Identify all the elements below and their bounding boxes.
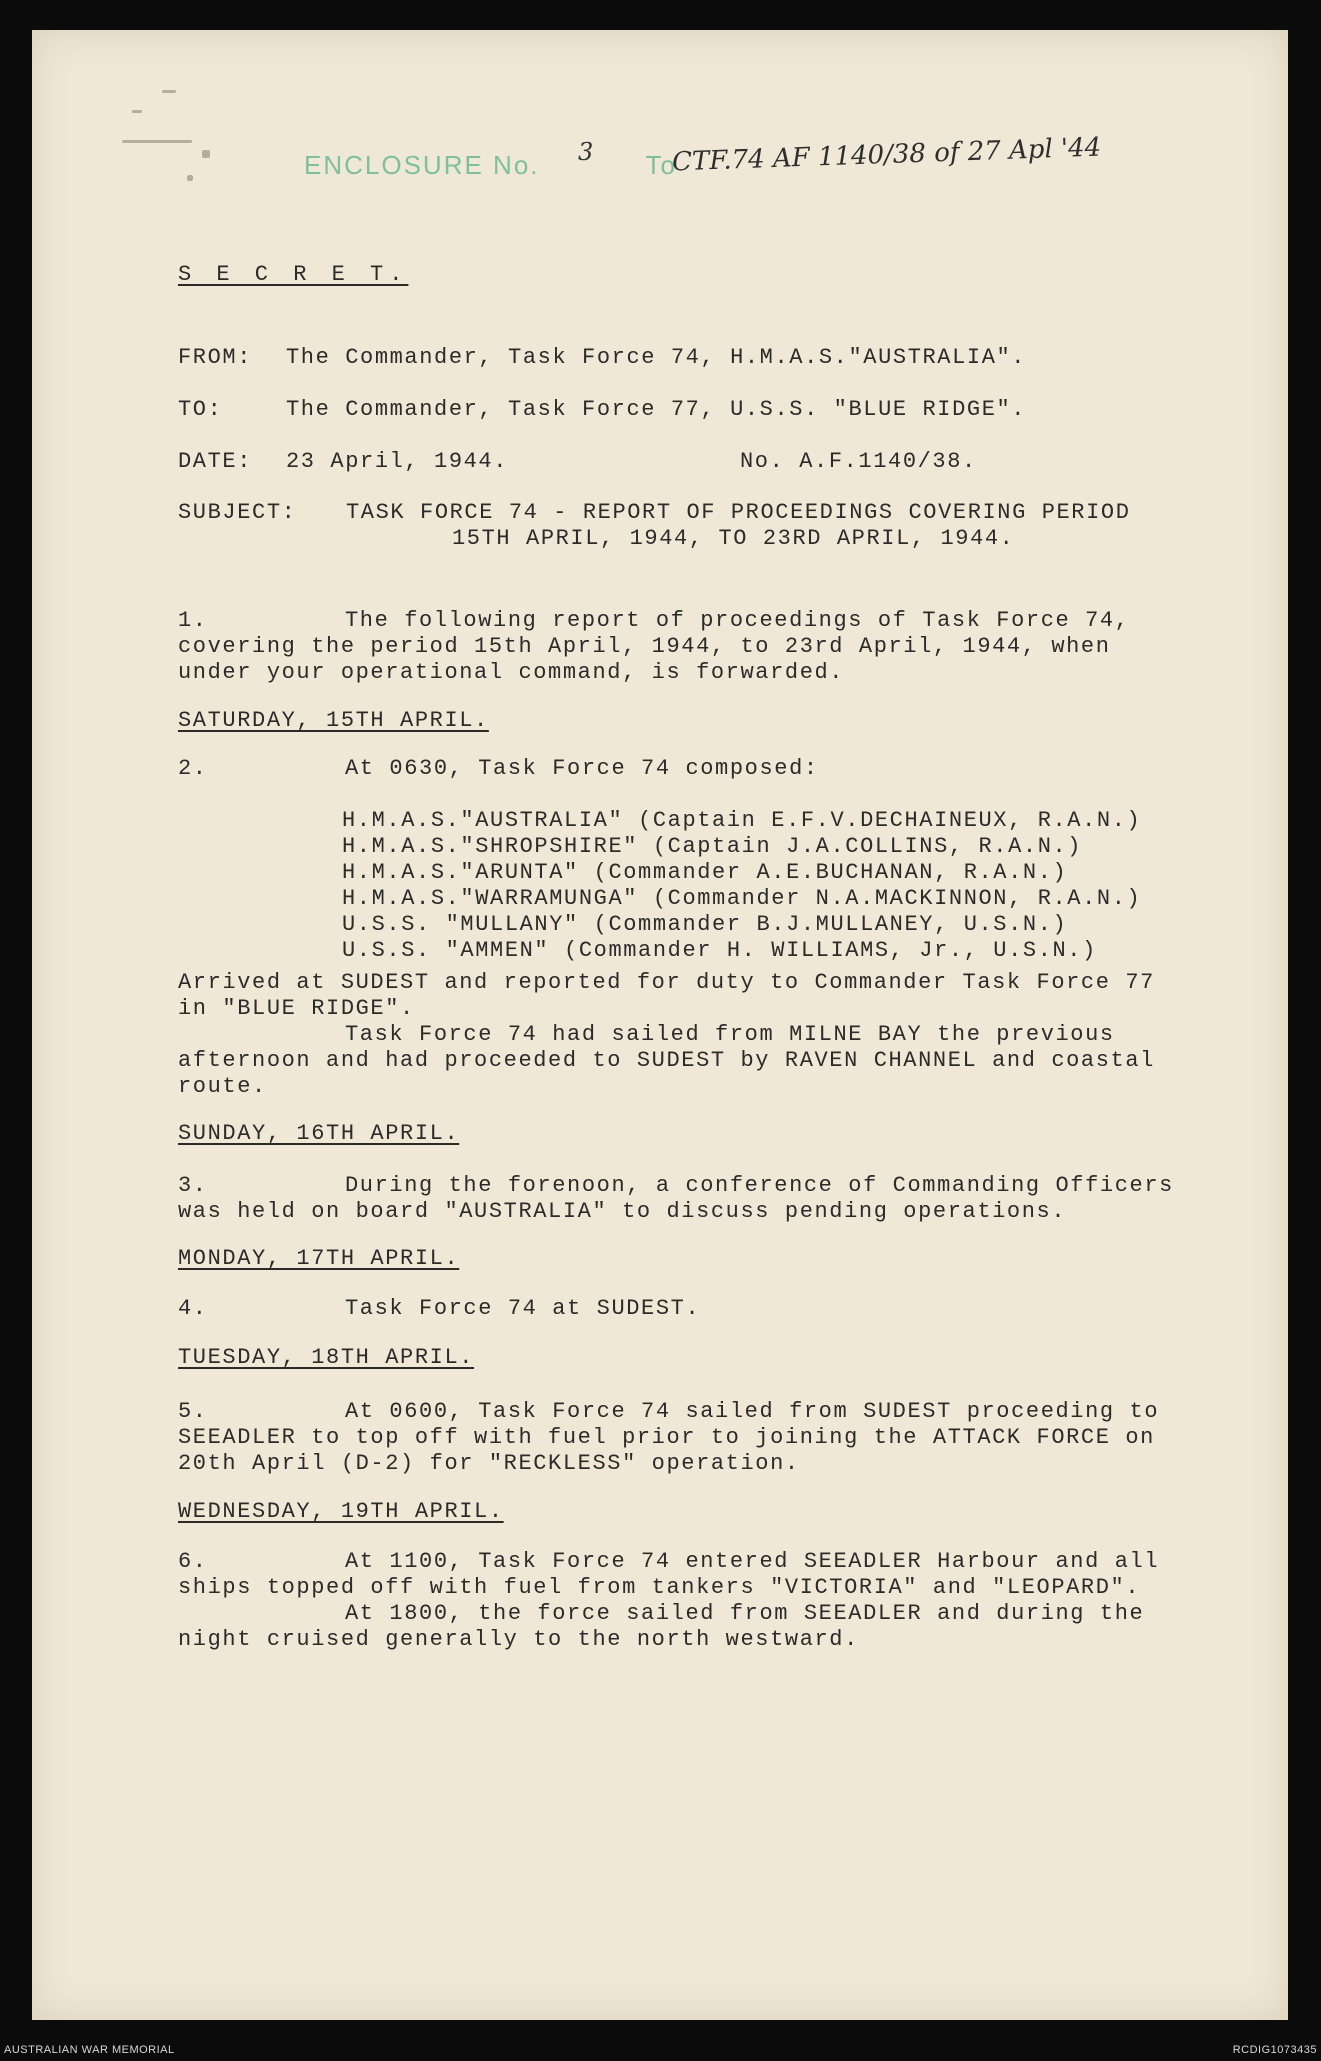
from-value: The Commander, Task Force 74, H.M.A.S."AUSTRALIA". xyxy=(286,345,1027,370)
ship-line: H.M.A.S."AUSTRALIA" (Captain E.F.V.DECHAINEUX, R.A.N.) xyxy=(342,808,1142,833)
paragraph-2c-line: afternoon and had proceeded to SUDEST by RAVEN CHANNEL and coastal xyxy=(178,1048,1155,1073)
stamp-label: ENCLOSURE No. xyxy=(304,150,540,180)
paragraph-4-number: 4. xyxy=(178,1296,208,1321)
paragraph-6-line: ships topped off with fuel from tankers "VICTORIA" and "LEOPARD". xyxy=(178,1575,1141,1600)
paragraph-5-number: 5. xyxy=(178,1399,208,1424)
paragraph-2-number: 2. xyxy=(178,756,208,781)
stamp-reference: CTF.74 AF 1140/38 of 27 Apl '44 xyxy=(671,132,1102,178)
paragraph-2b-line: Arrived at SUDEST and reported for duty to Commander Task Force 77 xyxy=(178,970,1155,995)
footer-id: RCDIG1073435 xyxy=(1232,2044,1317,2056)
ship-line: H.M.A.S."ARUNTA" (Commander A.E.BUCHANAN, R.A.N.) xyxy=(342,860,1068,885)
paragraph-5-line: SEEADLER to top off with fuel prior to joining the ATTACK FORCE on xyxy=(178,1425,1155,1450)
paragraph-6b-line: At 1800, the force sailed from SEEADLER and during the xyxy=(345,1601,1145,1626)
paragraph-4-line: Task Force 74 at SUDEST. xyxy=(345,1296,701,1321)
ship-line: H.M.A.S."WARRAMUNGA" (Commander N.A.MACKINNON, R.A.N.) xyxy=(342,886,1142,911)
from-label: FROM: xyxy=(178,345,253,370)
paragraph-2-line: At 0630, Task Force 74 composed: xyxy=(345,756,819,781)
to-label: TO: xyxy=(178,397,223,422)
paragraph-2c-line: route. xyxy=(178,1074,267,1099)
document-number: No. A.F.1140/38. xyxy=(740,449,977,474)
paragraph-1-line: under your operational command, is forwarded. xyxy=(178,660,845,685)
paragraph-6-number: 6. xyxy=(178,1549,208,1574)
paragraph-5-line: 20th April (D-2) for "RECKLESS" operation. xyxy=(178,1451,800,1476)
stamp-number: 3 xyxy=(578,138,594,166)
paragraph-5-line: At 0600, Task Force 74 sailed from SUDEST proceeding to xyxy=(345,1399,1160,1424)
date-heading: TUESDAY, 18TH APRIL. xyxy=(178,1345,475,1370)
paragraph-1-line: covering the period 15th April, 1944, to 23rd April, 1944, when xyxy=(178,634,1111,659)
subject-line-1: TASK FORCE 74 - REPORT OF PROCEEDINGS COVERING PERIOD xyxy=(346,500,1131,525)
footer-source: AUSTRALIAN WAR MEMORIAL xyxy=(4,2044,175,2056)
date-heading: MONDAY, 17TH APRIL. xyxy=(178,1246,460,1271)
date-heading: SATURDAY, 15TH APRIL. xyxy=(178,708,489,733)
date-value: 23 April, 1944. xyxy=(286,449,509,474)
ship-line: H.M.A.S."SHROPSHIRE" (Captain J.A.COLLINS, R.A.N.) xyxy=(342,834,1083,859)
date-heading: WEDNESDAY, 19TH APRIL. xyxy=(178,1499,504,1524)
enclosure-stamp xyxy=(304,150,677,181)
paragraph-6b-line: night cruised generally to the north westward. xyxy=(178,1627,859,1652)
subject-line-2: 15TH APRIL, 1944, TO 23RD APRIL, 1944. xyxy=(452,526,1015,551)
date-label: DATE: xyxy=(178,449,253,474)
subject-label: SUBJECT: xyxy=(178,500,297,525)
paragraph-1-line: The following report of proceedings of Task Force 74, xyxy=(345,608,1130,633)
paragraph-1-number: 1. xyxy=(178,608,208,633)
ship-line: U.S.S. "MULLANY" (Commander B.J.MULLANEY, U.S.N.) xyxy=(342,912,1068,937)
paragraph-3-number: 3. xyxy=(178,1173,208,1198)
paragraph-2b-line: in "BLUE RIDGE". xyxy=(178,996,415,1021)
classification: S E C R E T. xyxy=(178,262,409,287)
paragraph-3-line: During the forenoon, a conference of Commanding Officers xyxy=(345,1173,1174,1198)
to-value: The Commander, Task Force 77, U.S.S. "BLUE RIDGE". xyxy=(286,397,1027,422)
ship-line: U.S.S. "AMMEN" (Commander H. WILLIAMS, Jr., U.S.N.) xyxy=(342,938,1097,963)
staple-holes xyxy=(102,80,222,180)
paragraph-3-line: was held on board "AUSTRALIA" to discuss pending operations. xyxy=(178,1199,1067,1224)
date-heading: SUNDAY, 16TH APRIL. xyxy=(178,1121,460,1146)
stamp-to: To xyxy=(645,150,677,180)
paragraph-2c-line: Task Force 74 had sailed from MILNE BAY the previous xyxy=(345,1022,1115,1047)
paragraph-6-line: At 1100, Task Force 74 entered SEEADLER Harbour and all xyxy=(345,1549,1160,1574)
